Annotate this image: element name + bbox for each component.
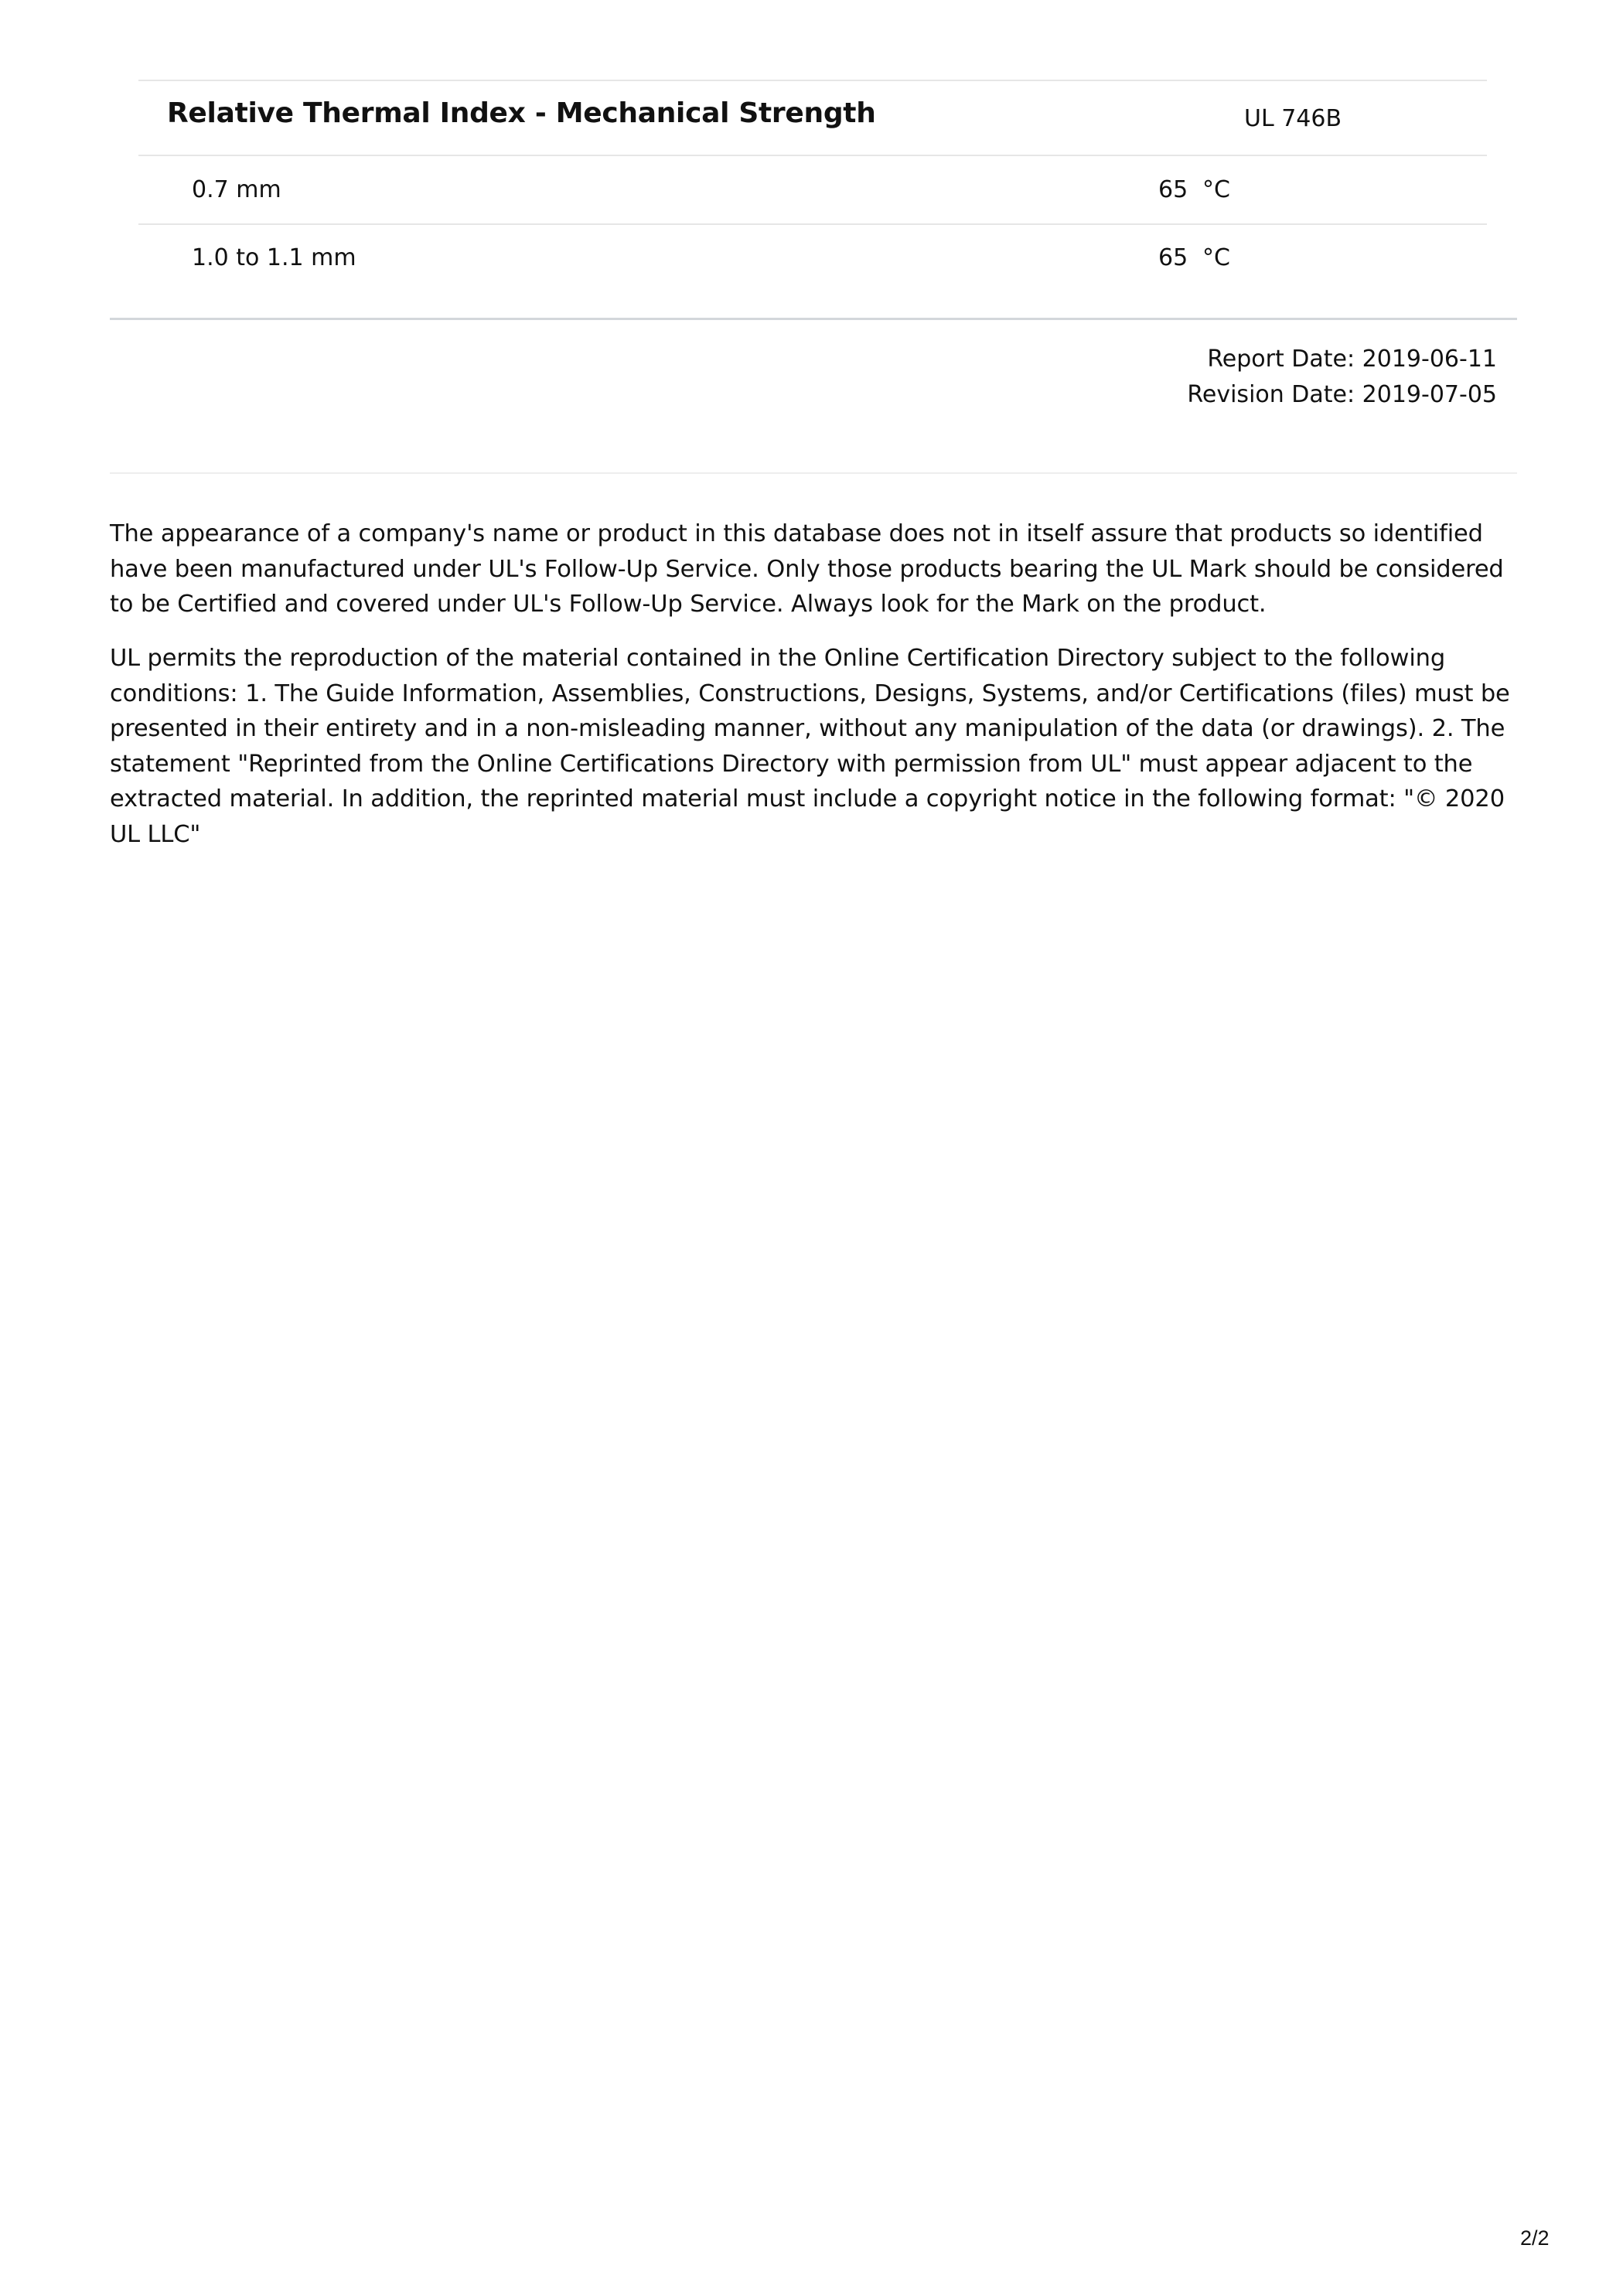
property-table-title: Relative Thermal Index - Mechanical Strength xyxy=(167,97,876,129)
property-table-standard: UL 746B xyxy=(1244,105,1342,132)
row-value: 65 xyxy=(1158,244,1188,271)
row-value: 65 xyxy=(1158,176,1188,203)
revision-date: Revision Date: 2019-07-05 xyxy=(1187,381,1497,408)
row-unit: °C xyxy=(1202,244,1230,271)
report-date: Report Date: 2019-06-11 xyxy=(1207,346,1497,373)
disclaimer-paragraph: UL permits the reproduction of the material contained in the Online Certification Directory subject to the following conditions: 1. The Guide Information, Assemblies, Constructions, Designs, Systems, and/or Certifications (files) must be presented in their entirety and in a non-misleading manner, without any manipulation of the data (or drawings). 2. The statement "Reprinted from the Online Certifications Directory with permission from UL" must appear adjacent to the extracted material. In addition, the reprinted material must include a copyright notice in the following format: "© 2020 UL LLC" xyxy=(110,645,1510,848)
table-header-divider xyxy=(138,155,1487,156)
row-thickness: 1.0 to 1.1 mm xyxy=(192,244,356,271)
disclaimer-paragraph: The appearance of a company's name or product in this database does not in itself assure that products so identified have been manufactured under UL's Follow-Up Service. Only those products bearing the UL Mark should be considered to be Certified and covered under UL's Follow-Up Service. Always look for the Mark on the product. xyxy=(110,520,1504,618)
row-unit: °C xyxy=(1202,176,1230,203)
page-number: 2/2 xyxy=(1520,2226,1550,2250)
row-thickness: 0.7 mm xyxy=(192,176,281,203)
table-bottom-divider xyxy=(110,318,1517,320)
dates-divider xyxy=(110,472,1517,474)
table-top-divider xyxy=(138,80,1487,81)
table-row-divider xyxy=(138,223,1487,225)
